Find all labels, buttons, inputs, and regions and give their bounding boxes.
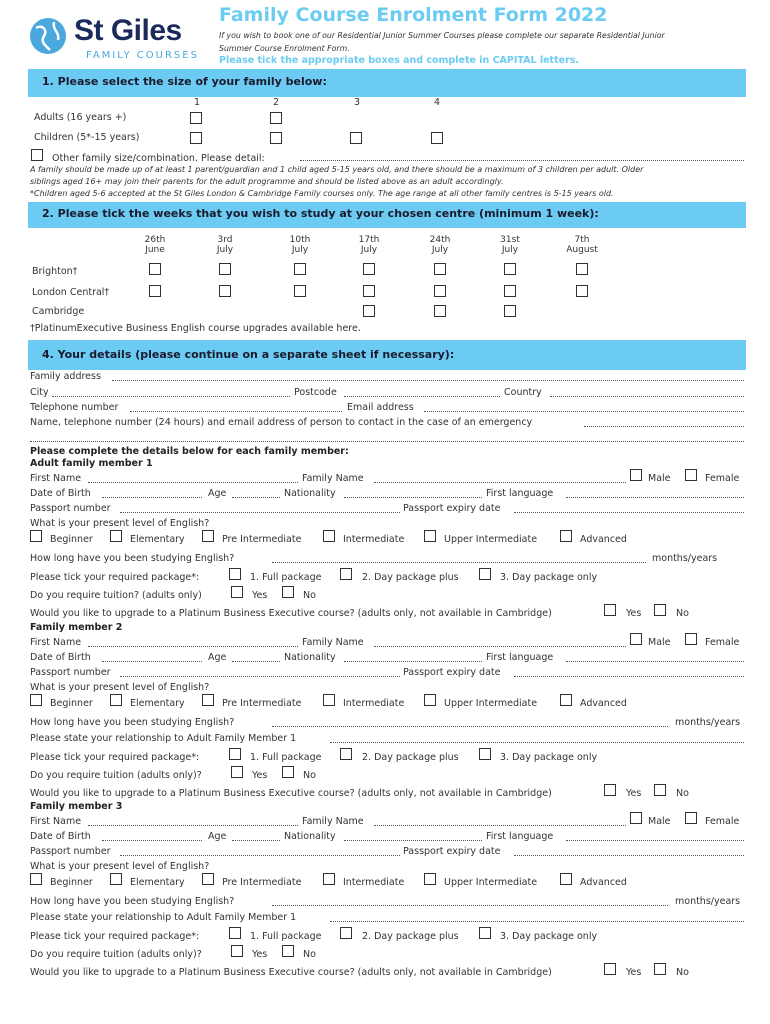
centre-london: London Central†: [32, 287, 110, 298]
email-label: Email address: [347, 402, 414, 413]
member-3-level-label-0: Beginner: [50, 877, 93, 888]
complete-details-label: Please complete the details below for each family member:: [30, 446, 349, 457]
member-2-first-language-field[interactable]: [566, 653, 744, 662]
member-1-level-checkbox-1[interactable]: [110, 530, 122, 542]
member-1-upgrade-yes-checkbox[interactable]: [604, 604, 616, 616]
week-checkbox-1-2[interactable]: [294, 285, 306, 297]
member-2-level-label-0: Beginner: [50, 698, 93, 709]
member-1-nationality-label: Nationality: [284, 488, 336, 499]
member-2-how-long-field[interactable]: [272, 718, 668, 727]
member-1-first-name-field[interactable]: [88, 474, 298, 483]
country-field[interactable]: [550, 388, 744, 397]
member-3-family-name-label: Family Name: [302, 816, 364, 827]
instruction: Please tick the appropriate boxes and complete in CAPITAL letters.: [219, 55, 580, 66]
member-2-relationship-label: Please state your relationship to Adult Family Member 1: [30, 733, 297, 744]
form-title: Family Course Enrolment Form 2022: [219, 4, 608, 26]
member-2-how-long-label: How long have you been studying English?: [30, 717, 235, 728]
family-note-3: *Children aged 5-6 accepted at the St Giles London & Cambridge Family courses only. The age range at all other family centres is 5-15 years old.: [30, 189, 614, 198]
section-2-heading: 2. Please tick the weeks that you wish to study at your chosen centre (minimum 1 week):: [28, 202, 746, 228]
member-2-level-checkbox-4[interactable]: [424, 694, 436, 706]
member-2-first-language-label: First language: [486, 652, 554, 663]
member-1-female-label: Female: [705, 473, 740, 484]
size-col-3: 3: [354, 97, 361, 108]
member-2-passport-label: Passport number: [30, 667, 111, 678]
member-1-package-label: Please tick your required package*:: [30, 572, 200, 583]
family-note-2: siblings aged 16+ may join their parents for the adult programme and should be listed above as an adult accordingly.: [30, 177, 504, 186]
week-checkbox-0-3[interactable]: [363, 263, 375, 275]
member-3-package-dayplus-label: 2. Day package plus: [362, 931, 459, 942]
children-label: Children (5*-15 years): [34, 132, 140, 143]
member-1-heading: Adult family member 1: [30, 458, 153, 469]
member-3-tuition-no-checkbox[interactable]: [282, 945, 294, 957]
member-2-family-name-field[interactable]: [374, 638, 626, 647]
emergency-label: Name, telephone number (24 hours) and email address of person to contact in the case of an emergency: [30, 417, 533, 428]
member-3-relationship-field[interactable]: [330, 913, 744, 922]
children-1-checkbox[interactable]: [190, 132, 202, 144]
family-address-field[interactable]: [112, 372, 744, 381]
member-1-tuition-yes-label: Yes: [252, 590, 268, 601]
adults-1-checkbox[interactable]: [190, 112, 202, 124]
member-2-family-name-label: Family Name: [302, 637, 364, 648]
member-3-female-checkbox[interactable]: [685, 812, 697, 824]
week-checkbox-2-4[interactable]: [434, 305, 446, 317]
member-3-male-label: Male: [648, 816, 671, 827]
member-2-dob-field[interactable]: [102, 653, 202, 662]
member-3-dob-field[interactable]: [102, 832, 202, 841]
logo-name: St Giles: [74, 14, 182, 47]
member-3-passport-field[interactable]: [120, 847, 400, 856]
member-2-level-label-3: Intermediate: [343, 698, 405, 709]
member-2-package-full-checkbox[interactable]: [229, 748, 241, 760]
member-3-first-name-field[interactable]: [88, 817, 298, 826]
member-3-level-checkbox-1[interactable]: [110, 873, 122, 885]
week-checkbox-0-6[interactable]: [576, 263, 588, 275]
member-3-upgrade-yes-label: Yes: [626, 967, 642, 978]
member-1-passport-expiry-field[interactable]: [514, 504, 744, 513]
member-2-heading: Family member 2: [30, 622, 123, 633]
member-3-level-checkbox-2[interactable]: [202, 873, 214, 885]
member-3-tuition-yes-label: Yes: [252, 949, 268, 960]
member-1-tuition-no-checkbox[interactable]: [282, 586, 294, 598]
member-2-female-label: Female: [705, 637, 740, 648]
member-3-level-checkbox-5[interactable]: [560, 873, 572, 885]
size-col-4: 4: [434, 97, 441, 108]
children-2-checkbox[interactable]: [270, 132, 282, 144]
other-size-field[interactable]: [300, 152, 744, 161]
member-2-upgrade-yes-checkbox[interactable]: [604, 784, 616, 796]
member-1-level-label-4: Upper Intermediate: [444, 534, 538, 545]
member-3-relationship-label: Please state your relationship to Adult Family Member 1: [30, 912, 297, 923]
city-label: City: [30, 387, 49, 398]
week-date-5: 31st: [500, 235, 520, 245]
telephone-label: Telephone number: [30, 402, 119, 413]
member-2-level-label-2: Pre Intermediate: [222, 698, 302, 709]
member-3-passport-expiry-label: Passport expiry date: [403, 846, 501, 857]
member-1-package-dayplus-checkbox[interactable]: [340, 568, 352, 580]
member-1-package-full-checkbox[interactable]: [229, 568, 241, 580]
member-2-upgrade-label: Would you like to upgrade to a Platinum Business Executive course? (adults only, not available in Cambridge): [30, 788, 552, 799]
email-field[interactable]: [424, 403, 744, 412]
member-1-age-field[interactable]: [232, 489, 280, 498]
member-1-level-checkbox-2[interactable]: [202, 530, 214, 542]
adults-2-checkbox[interactable]: [270, 112, 282, 124]
week-month-4: July: [431, 245, 449, 255]
member-2-level-label-4: Upper Intermediate: [444, 698, 538, 709]
member-2-package-label: Please tick your required package*:: [30, 752, 200, 763]
member-2-upgrade-no-label: No: [676, 788, 689, 799]
member-1-level-label-5: Advanced: [580, 534, 627, 545]
member-1-how-long-field[interactable]: [272, 554, 646, 563]
member-1-tuition-label: Do you require tuition? (adults only): [30, 590, 202, 601]
member-1-how-long-label: How long have you been studying English?: [30, 553, 235, 564]
member-1-level-label-1: Elementary: [130, 534, 185, 545]
member-3-package-dayonly-label: 3. Day package only: [500, 931, 598, 942]
week-date-0: 26th: [144, 235, 166, 245]
member-2-relationship-field[interactable]: [330, 734, 744, 743]
member-2-upgrade-no-checkbox[interactable]: [654, 784, 666, 796]
member-2-first-name-label: First Name: [30, 637, 82, 648]
member-1-first-name-label: First Name: [30, 473, 82, 484]
member-1-upgrade-no-label: No: [676, 608, 689, 619]
logo-sub: FAMILY COURSES: [86, 50, 199, 61]
week-date-6: 7th: [574, 235, 590, 245]
member-1-package-dayonly-label: 3. Day package only: [500, 572, 598, 583]
week-month-6: August: [566, 245, 598, 255]
member-1-package-dayplus-label: 2. Day package plus: [362, 572, 459, 583]
intro-line-1: If you wish to book one of our Residential Junior Summer Courses please complete our separate Residential Junior: [219, 31, 665, 40]
platinum-footnote: †PlatinumExecutive Business English course upgrades available here.: [30, 323, 361, 334]
member-1-level-checkbox-5[interactable]: [560, 530, 572, 542]
week-checkbox-2-5[interactable]: [504, 305, 516, 317]
member-2-package-dayplus-label: 2. Day package plus: [362, 752, 459, 763]
member-3-female-label: Female: [705, 816, 740, 827]
member-1-months-years-label: months/years: [652, 553, 718, 564]
member-3-nationality-label: Nationality: [284, 831, 336, 842]
member-2-nationality-label: Nationality: [284, 652, 336, 663]
member-3-tuition-no-label: No: [303, 949, 316, 960]
member-3-level-question: What is your present level of English?: [30, 861, 210, 872]
member-3-level-label-5: Advanced: [580, 877, 627, 888]
member-1-tuition-no-label: No: [303, 590, 316, 601]
member-1-upgrade-yes-label: Yes: [626, 608, 642, 619]
member-2-age-field[interactable]: [232, 653, 280, 662]
adults-label: Adults (16 years +): [34, 112, 127, 123]
telephone-field[interactable]: [130, 403, 342, 412]
member-2-tuition-yes-label: Yes: [252, 770, 268, 781]
member-2-passport-expiry-field[interactable]: [514, 668, 744, 677]
member-2-package-dayonly-checkbox[interactable]: [479, 748, 491, 760]
member-3-level-label-1: Elementary: [130, 877, 185, 888]
week-month-0: June: [145, 245, 165, 255]
week-checkbox-1-3[interactable]: [363, 285, 375, 297]
member-1-level-checkbox-4[interactable]: [424, 530, 436, 542]
member-1-upgrade-label: Would you like to upgrade to a Platinum Business Executive course? (adults only, not available in Cambridge): [30, 608, 552, 619]
member-1-upgrade-no-checkbox[interactable]: [654, 604, 666, 616]
member-3-level-label-2: Pre Intermediate: [222, 877, 302, 888]
member-2-level-checkbox-1[interactable]: [110, 694, 122, 706]
week-checkbox-1-1[interactable]: [219, 285, 231, 297]
size-col-2: 2: [273, 97, 280, 108]
children-3-checkbox[interactable]: [350, 132, 362, 144]
member-3-family-name-field[interactable]: [374, 817, 626, 826]
member-3-dob-label: Date of Birth: [30, 831, 91, 842]
member-3-age-field[interactable]: [232, 832, 280, 841]
member-2-package-dayonly-label: 3. Day package only: [500, 752, 598, 763]
emergency-field-1[interactable]: [584, 418, 744, 427]
member-3-male-checkbox[interactable]: [630, 812, 642, 824]
week-date-3: 17th: [358, 235, 380, 245]
week-checkbox-1-4[interactable]: [434, 285, 446, 297]
member-1-female-checkbox[interactable]: [685, 469, 697, 481]
member-2-first-name-field[interactable]: [88, 638, 298, 647]
member-3-age-label: Age: [208, 831, 227, 842]
member-3-upgrade-label: Would you like to upgrade to a Platinum Business Executive course? (adults only, not available in Cambridge): [30, 967, 552, 978]
member-2-male-checkbox[interactable]: [630, 633, 642, 645]
section-1-heading: 1. Please select the size of your family below:: [28, 69, 746, 97]
member-2-level-checkbox-3[interactable]: [323, 694, 335, 706]
member-1-level-checkbox-3[interactable]: [323, 530, 335, 542]
member-3-level-checkbox-4[interactable]: [424, 873, 436, 885]
member-2-age-label: Age: [208, 652, 227, 663]
member-3-level-label-4: Upper Intermediate: [444, 877, 538, 888]
week-checkbox-0-5[interactable]: [504, 263, 516, 275]
member-3-upgrade-no-label: No: [676, 967, 689, 978]
member-1-dob-field[interactable]: [102, 489, 202, 498]
member-1-tuition-yes-checkbox[interactable]: [231, 586, 243, 598]
member-1-passport-expiry-label: Passport expiry date: [403, 503, 501, 514]
other-size-label: Other family size/combination. Please detail:: [52, 153, 265, 164]
member-1-nationality-field[interactable]: [344, 489, 482, 498]
member-2-nationality-field[interactable]: [344, 653, 482, 662]
country-label: Country: [504, 387, 542, 398]
member-1-level-label-2: Pre Intermediate: [222, 534, 302, 545]
member-1-passport-field[interactable]: [120, 504, 400, 513]
member-3-package-label: Please tick your required package*:: [30, 931, 200, 942]
member-3-tuition-label: Do you require tuition (adults only)?: [30, 949, 202, 960]
member-3-upgrade-yes-checkbox[interactable]: [604, 963, 616, 975]
family-note-1: A family should be made up of at least 1 parent/guardian and 1 child aged 5-15 years old, and there should be a maximum of 3 children per adult. Older: [30, 165, 644, 174]
postcode-field[interactable]: [344, 388, 500, 397]
member-2-tuition-no-checkbox[interactable]: [282, 766, 294, 778]
globe-icon: [28, 16, 68, 56]
section-4-heading: 4. Your details (please continue on a separate sheet if necessary):: [28, 340, 746, 370]
member-3-nationality-field[interactable]: [344, 832, 482, 841]
member-2-passport-field[interactable]: [120, 668, 400, 677]
week-checkbox-1-0[interactable]: [149, 285, 161, 297]
centre-brighton: Brighton†: [32, 266, 78, 277]
member-1-level-label-3: Intermediate: [343, 534, 405, 545]
member-1-package-full-label: 1. Full package: [250, 572, 322, 583]
member-1-level-label-0: Beginner: [50, 534, 93, 545]
week-checkbox-1-5[interactable]: [504, 285, 516, 297]
centre-cambridge: Cambridge: [32, 306, 85, 317]
member-3-package-dayplus-checkbox[interactable]: [340, 927, 352, 939]
member-1-male-checkbox[interactable]: [630, 469, 642, 481]
member-2-male-label: Male: [648, 637, 671, 648]
family-address-label: Family address: [30, 371, 101, 382]
member-3-upgrade-no-checkbox[interactable]: [654, 963, 666, 975]
other-size-checkbox[interactable]: [31, 149, 43, 161]
week-checkbox-0-2[interactable]: [294, 263, 306, 275]
member-3-first-language-label: First language: [486, 831, 554, 842]
city-field[interactable]: [52, 388, 290, 397]
member-1-package-dayonly-checkbox[interactable]: [479, 568, 491, 580]
week-month-5: July: [501, 245, 519, 255]
logo: [28, 14, 214, 64]
week-checkbox-2-3[interactable]: [363, 305, 375, 317]
week-month-2: July: [291, 245, 309, 255]
member-3-passport-label: Passport number: [30, 846, 111, 857]
member-1-dob-label: Date of Birth: [30, 488, 91, 499]
member-2-dob-label: Date of Birth: [30, 652, 91, 663]
member-1-first-language-field[interactable]: [566, 489, 744, 498]
intro-line-2: Summer Course Enrolment Form.: [219, 44, 350, 53]
member-3-level-label-3: Intermediate: [343, 877, 405, 888]
member-3-package-full-checkbox[interactable]: [229, 927, 241, 939]
member-3-level-checkbox-3[interactable]: [323, 873, 335, 885]
member-1-family-name-field[interactable]: [374, 474, 626, 483]
member-3-months-years-label: months/years: [675, 896, 741, 907]
week-date-4: 24th: [429, 235, 451, 245]
week-month-3: July: [360, 245, 378, 255]
member-3-heading: Family member 3: [30, 801, 123, 812]
member-3-first-language-field[interactable]: [566, 832, 744, 841]
member-1-level-checkbox-0[interactable]: [30, 530, 42, 542]
member-3-passport-expiry-field[interactable]: [514, 847, 744, 856]
week-checkbox-1-6[interactable]: [576, 285, 588, 297]
member-2-tuition-label: Do you require tuition (adults only)?: [30, 770, 202, 781]
children-4-checkbox[interactable]: [431, 132, 443, 144]
week-date-2: 10th: [289, 235, 311, 245]
member-2-package-dayplus-checkbox[interactable]: [340, 748, 352, 760]
member-2-package-full-label: 1. Full package: [250, 752, 322, 763]
member-3-package-full-label: 1. Full package: [250, 931, 322, 942]
member-1-first-language-label: First language: [486, 488, 554, 499]
member-2-tuition-no-label: No: [303, 770, 316, 781]
member-2-level-label-5: Advanced: [580, 698, 627, 709]
member-1-family-name-label: Family Name: [302, 473, 364, 484]
week-month-1: July: [216, 245, 234, 255]
member-3-package-dayonly-checkbox[interactable]: [479, 927, 491, 939]
member-1-male-label: Male: [648, 473, 671, 484]
emergency-field-2[interactable]: [30, 433, 744, 442]
member-2-passport-expiry-label: Passport expiry date: [403, 667, 501, 678]
week-checkbox-0-0[interactable]: [149, 263, 161, 275]
member-3-tuition-yes-checkbox[interactable]: [231, 945, 243, 957]
member-3-first-name-label: First Name: [30, 816, 82, 827]
member-3-level-checkbox-0[interactable]: [30, 873, 42, 885]
week-checkbox-0-1[interactable]: [219, 263, 231, 275]
member-2-upgrade-yes-label: Yes: [626, 788, 642, 799]
member-2-level-checkbox-0[interactable]: [30, 694, 42, 706]
member-2-tuition-yes-checkbox[interactable]: [231, 766, 243, 778]
member-1-passport-label: Passport number: [30, 503, 111, 514]
size-col-1: 1: [194, 97, 201, 108]
member-2-months-years-label: months/years: [675, 717, 741, 728]
member-2-level-checkbox-5[interactable]: [560, 694, 572, 706]
week-checkbox-0-4[interactable]: [434, 263, 446, 275]
member-2-level-checkbox-2[interactable]: [202, 694, 214, 706]
postcode-label: Postcode: [294, 387, 337, 398]
member-2-level-question: What is your present level of English?: [30, 682, 210, 693]
week-date-1: 3rd: [217, 235, 233, 245]
member-1-age-label: Age: [208, 488, 227, 499]
member-3-how-long-field[interactable]: [272, 897, 668, 906]
member-1-level-question: What is your present level of English?: [30, 518, 210, 529]
member-3-how-long-label: How long have you been studying English?: [30, 896, 235, 907]
member-2-female-checkbox[interactable]: [685, 633, 697, 645]
member-2-level-label-1: Elementary: [130, 698, 185, 709]
